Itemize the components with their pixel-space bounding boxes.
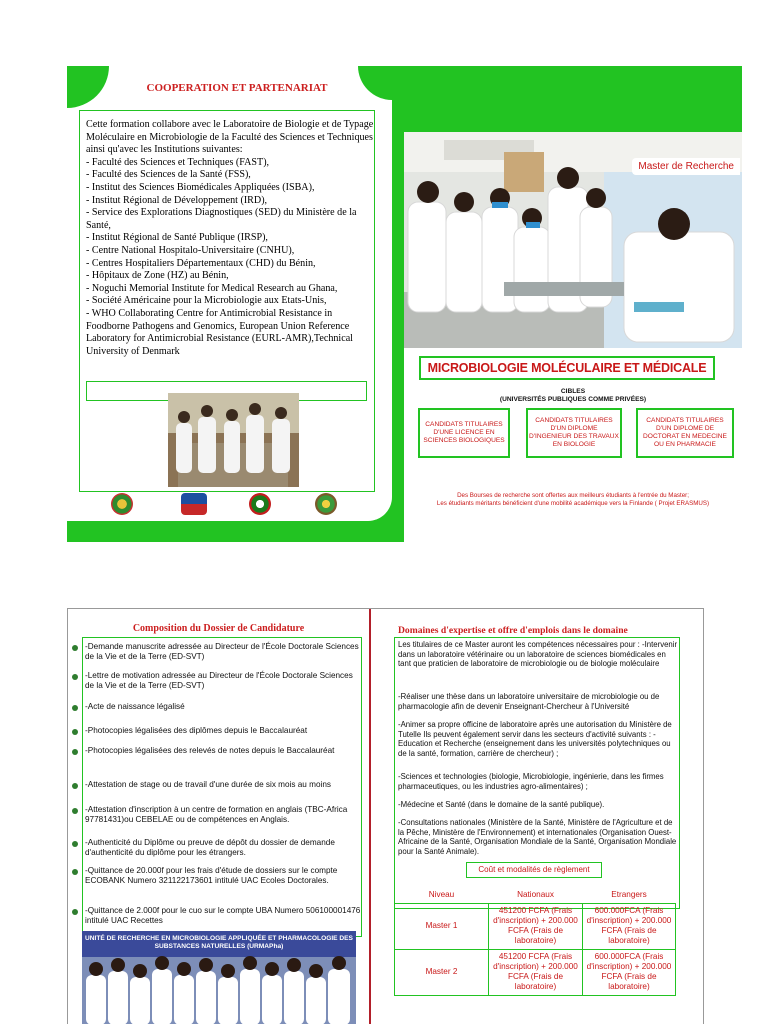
cooperation-title: COOPERATION ET PARTENARIAT <box>146 82 328 94</box>
domaines-paragraph: -Sciences et technologies (biologie, Microbiologie, ingénierie, dans les firmes pharmaceutiques, ou les industries agro-alimentaires) ; <box>398 772 664 791</box>
partner-logos <box>67 493 387 517</box>
bullet-icon <box>72 674 78 680</box>
fees-niveau: Master 2 <box>395 949 489 995</box>
bullet-icon <box>72 783 78 789</box>
bullet-icon <box>72 705 78 711</box>
cibles-title: CIBLES <box>560 388 586 395</box>
partner-list <box>86 157 374 359</box>
dossier-item: -Attestation d'inscription à un centre de formation en anglais (TBC-Africa 97781431)ou CEBELAE ou de compétences en Anglais. <box>85 805 348 824</box>
fees-header-nationaux: Nationaux <box>517 890 554 900</box>
candidate-box-licence: CANDIDATS TITULAIRES D'UNE LICENCE EN SCIENCES BIOLOGIQUES <box>418 408 510 458</box>
bourses-note <box>404 492 742 509</box>
asm-logo-icon <box>181 493 207 515</box>
dossier-item: -Acte de naissance légalisé <box>85 702 185 711</box>
partner-item: - Faculté des Sciences de la Santé (FSS), <box>86 169 251 181</box>
fees-etrangers: 600.000FCA (Frais d'inscription) + 200.000 FCFA (Frais de laboratoire) <box>583 949 676 995</box>
cout-label: Coût et modalités de règlement <box>466 862 602 878</box>
partner-item: - Centres Hospitaliers Départementaux (CHD) du Bénin, <box>86 257 316 269</box>
bullet-icon <box>72 749 78 755</box>
partner-item: - Service des Explorations Diagnostiques (SED) du Ministère de la Santé, <box>86 207 357 231</box>
cover-panel <box>404 132 742 542</box>
partner-item: - Institut Régional de Santé Publique (IRSP), <box>86 232 268 244</box>
partner-item: - Faculté des Sciences et Techniques (FAST), <box>86 156 270 168</box>
bullet-icon <box>72 645 78 651</box>
partner-item: - Institut des Sciences Biomédicales Appliquées (ISBA), <box>86 181 315 193</box>
partner-item: - Noguchi Memorial Institute for Medical Research au Ghana, <box>86 282 338 294</box>
lab-team-photo-illustration <box>168 393 299 487</box>
partner-item: - Centre National Hospitalo-Universitaire (CNHU), <box>86 244 295 256</box>
partner-item: - Hôpitaux de Zone (HZ) au Bénin, <box>86 270 229 282</box>
domaines-title: Domaines d'expertise et offre d'emplois dans le domaine <box>398 625 628 636</box>
domaines-paragraph: -Animer sa propre officine de laboratoire après une autorisation du Ministère de Tutelle Ils peuvent également servir dans les secteurs d'activité suivants : - Education et Recherche (enseignement dans les universités polytechniques ou de la santé, formation, carrière de chercheur) ; <box>398 720 672 758</box>
bullet-icon <box>72 841 78 847</box>
partner-item: - WHO Collaborating Centre for Antimicrobial Resistance in Foodborne Pathogens and Genomics, European Union Reference Laboratory for Antimicrobial Resistance (EURL-AMR),Technical University of Denmark <box>86 307 353 357</box>
university-logo-icon <box>111 493 133 515</box>
dossier-item: -Attestation de stage ou de travail d'une durée de six mois au moins <box>85 780 331 789</box>
fees-header-row <box>395 887 676 903</box>
page-divider <box>369 609 371 1024</box>
brochure-front-page <box>67 66 742 542</box>
dossier-item: -Authenticité du Diplôme ou preuve de dépôt du dossier de demande d'authenticité du diplôme pour les étrangers. <box>85 838 335 857</box>
master-tag: Master de Recherche <box>632 158 740 175</box>
domaines-paragraph: -Médecine et Santé (dans le domaine de la santé publique). <box>398 800 605 809</box>
bullet-icon <box>72 808 78 814</box>
partner-item: - Société Américaine pour la Microbiologie aux Etats-Unis, <box>86 295 327 307</box>
dossier-item: -Demande manuscrite adressée au Directeur de l'École Doctorale Sciences de la Vie et de la Terre (ED-SVT) <box>85 642 359 661</box>
fees-nationaux: 451200 FCFA (Frais d'inscription) + 200.000 FCFA (Frais de laboratoire) <box>489 903 583 949</box>
table-row <box>395 949 676 995</box>
candidate-box-doctorat: CANDIDATS TITULAIRES D'UN DIPLOME DE DOCTORAT EN MEDECINE OU EN PHARMACIE <box>636 408 734 458</box>
fees-table <box>394 887 676 996</box>
fees-header-etrangers: Etrangers <box>611 890 647 900</box>
institute-logo-icon <box>249 493 271 515</box>
bullet-icon <box>72 909 78 915</box>
fees-etrangers: 600.000FCA (Frais d'inscription) + 200.000 FCFA (Frais de laboratoire) <box>583 903 676 949</box>
cibles-subtitle: (UNIVERSITÉS PUBLIQUES COMME PRIVÉES) <box>499 396 647 403</box>
domaines-paragraph: -Consultations nationales (Ministère de la Santé, Ministère de l'Agriculture et de la Pêche, Ministère de l'Environnement) et internationales (Organisation Ouest-Africaine de la Santé, Organisation Mondiale de la Santé, Organisation Mondiale pour la Santé Animale). <box>398 818 677 856</box>
fees-nationaux: 451200 FCFA (Frais d'inscription) + 200.000 FCFA (Frais de laboratoire) <box>489 949 583 995</box>
dossier-item: -Quittance de 20.000f pour les frais d'étude de dossiers sur le compte ECOBANK Numero 321122173601 intitulé UAC Ecoles Doctorales. <box>85 866 338 885</box>
table-row <box>395 903 676 949</box>
research-unit-photo <box>82 931 356 1024</box>
brochure-back-page <box>67 608 704 1024</box>
dossier-item: -Photocopies légalisées des diplômes depuis le Baccalauréat <box>85 726 308 735</box>
dossier-title: Composition du Dossier de Candidature <box>132 623 305 634</box>
cooperation-intro: Cette formation collabore avec le Laboratoire de Biologie et de Typage Moléculaire en Microbiologie de la Faculté des Sciences et Techniques ainsi qu'avec les Institutions suivantes: <box>86 119 374 156</box>
lab-logo-icon <box>315 493 337 515</box>
partner-item: - Institut Régional de Développement (IRD), <box>86 194 268 206</box>
erasmus-line: Les étudiants méritants bénéficient d'une mobilité académique vers la Finlande ( Projet ERASMUS) <box>436 500 710 508</box>
dossier-item: -Lettre de motivation adressée au Directeur de l'École Doctorale Sciences de la Vie et de la Terre (ED-SVT) <box>85 671 353 690</box>
bullet-icon <box>72 869 78 875</box>
domaines-paragraph: -Réaliser une thèse dans un laboratoire universitaire de microbiologie ou de pharmacologie afin de devenir Enseignant-Chercheur à l'Université <box>398 692 660 711</box>
candidate-box-ingenieur: CANDIDATS TITULAIRES D'UN DIPLOME D'INGENIEUR DES TRAVAUX EN BIOLOGIE <box>526 408 622 458</box>
cooperation-panel <box>67 66 392 542</box>
lab-team-photo <box>168 393 299 487</box>
fees-header-niveau: Niveau <box>428 890 455 900</box>
dossier-item: -Photocopies légalisées des relevés de notes depuis le Baccalauréat <box>85 746 335 755</box>
cooperation-box <box>79 110 375 492</box>
cooperation-text <box>86 119 374 358</box>
program-title: MICROBIOLOGIE MOLÉCULAIRE ET MÉDICALE <box>419 356 715 380</box>
dossier-box <box>82 637 362 937</box>
bourses-line: Des Bourses de recherche sont offertes aux meilleurs étudiants à l'entrée du Master; <box>457 492 689 499</box>
domaines-paragraph: Les titulaires de ce Master auront les compétences nécessaires pour : -Intervenir dans un laboratoire vétérinaire ou un laboratoire de sciences biomédicales en tant que praticien de laboratoire de microbiologie ou de biologie moléculaire <box>398 640 678 669</box>
dossier-item: -Quittance de 2.000f pour le cuo sur le compte UBA Numero 506100001476 intitulé UAC Recettes <box>85 906 361 925</box>
fees-niveau: Master 1 <box>395 903 489 949</box>
bullet-icon <box>72 729 78 735</box>
research-unit-banner: UNITÉ DE RECHERCHE EN MICROBIOLOGIE APPLIQUÉE ET PHARMACOLOGIE DES SUBSTANCES NATURELLES (URMAPha) <box>85 935 353 950</box>
cibles-heading <box>404 388 742 404</box>
